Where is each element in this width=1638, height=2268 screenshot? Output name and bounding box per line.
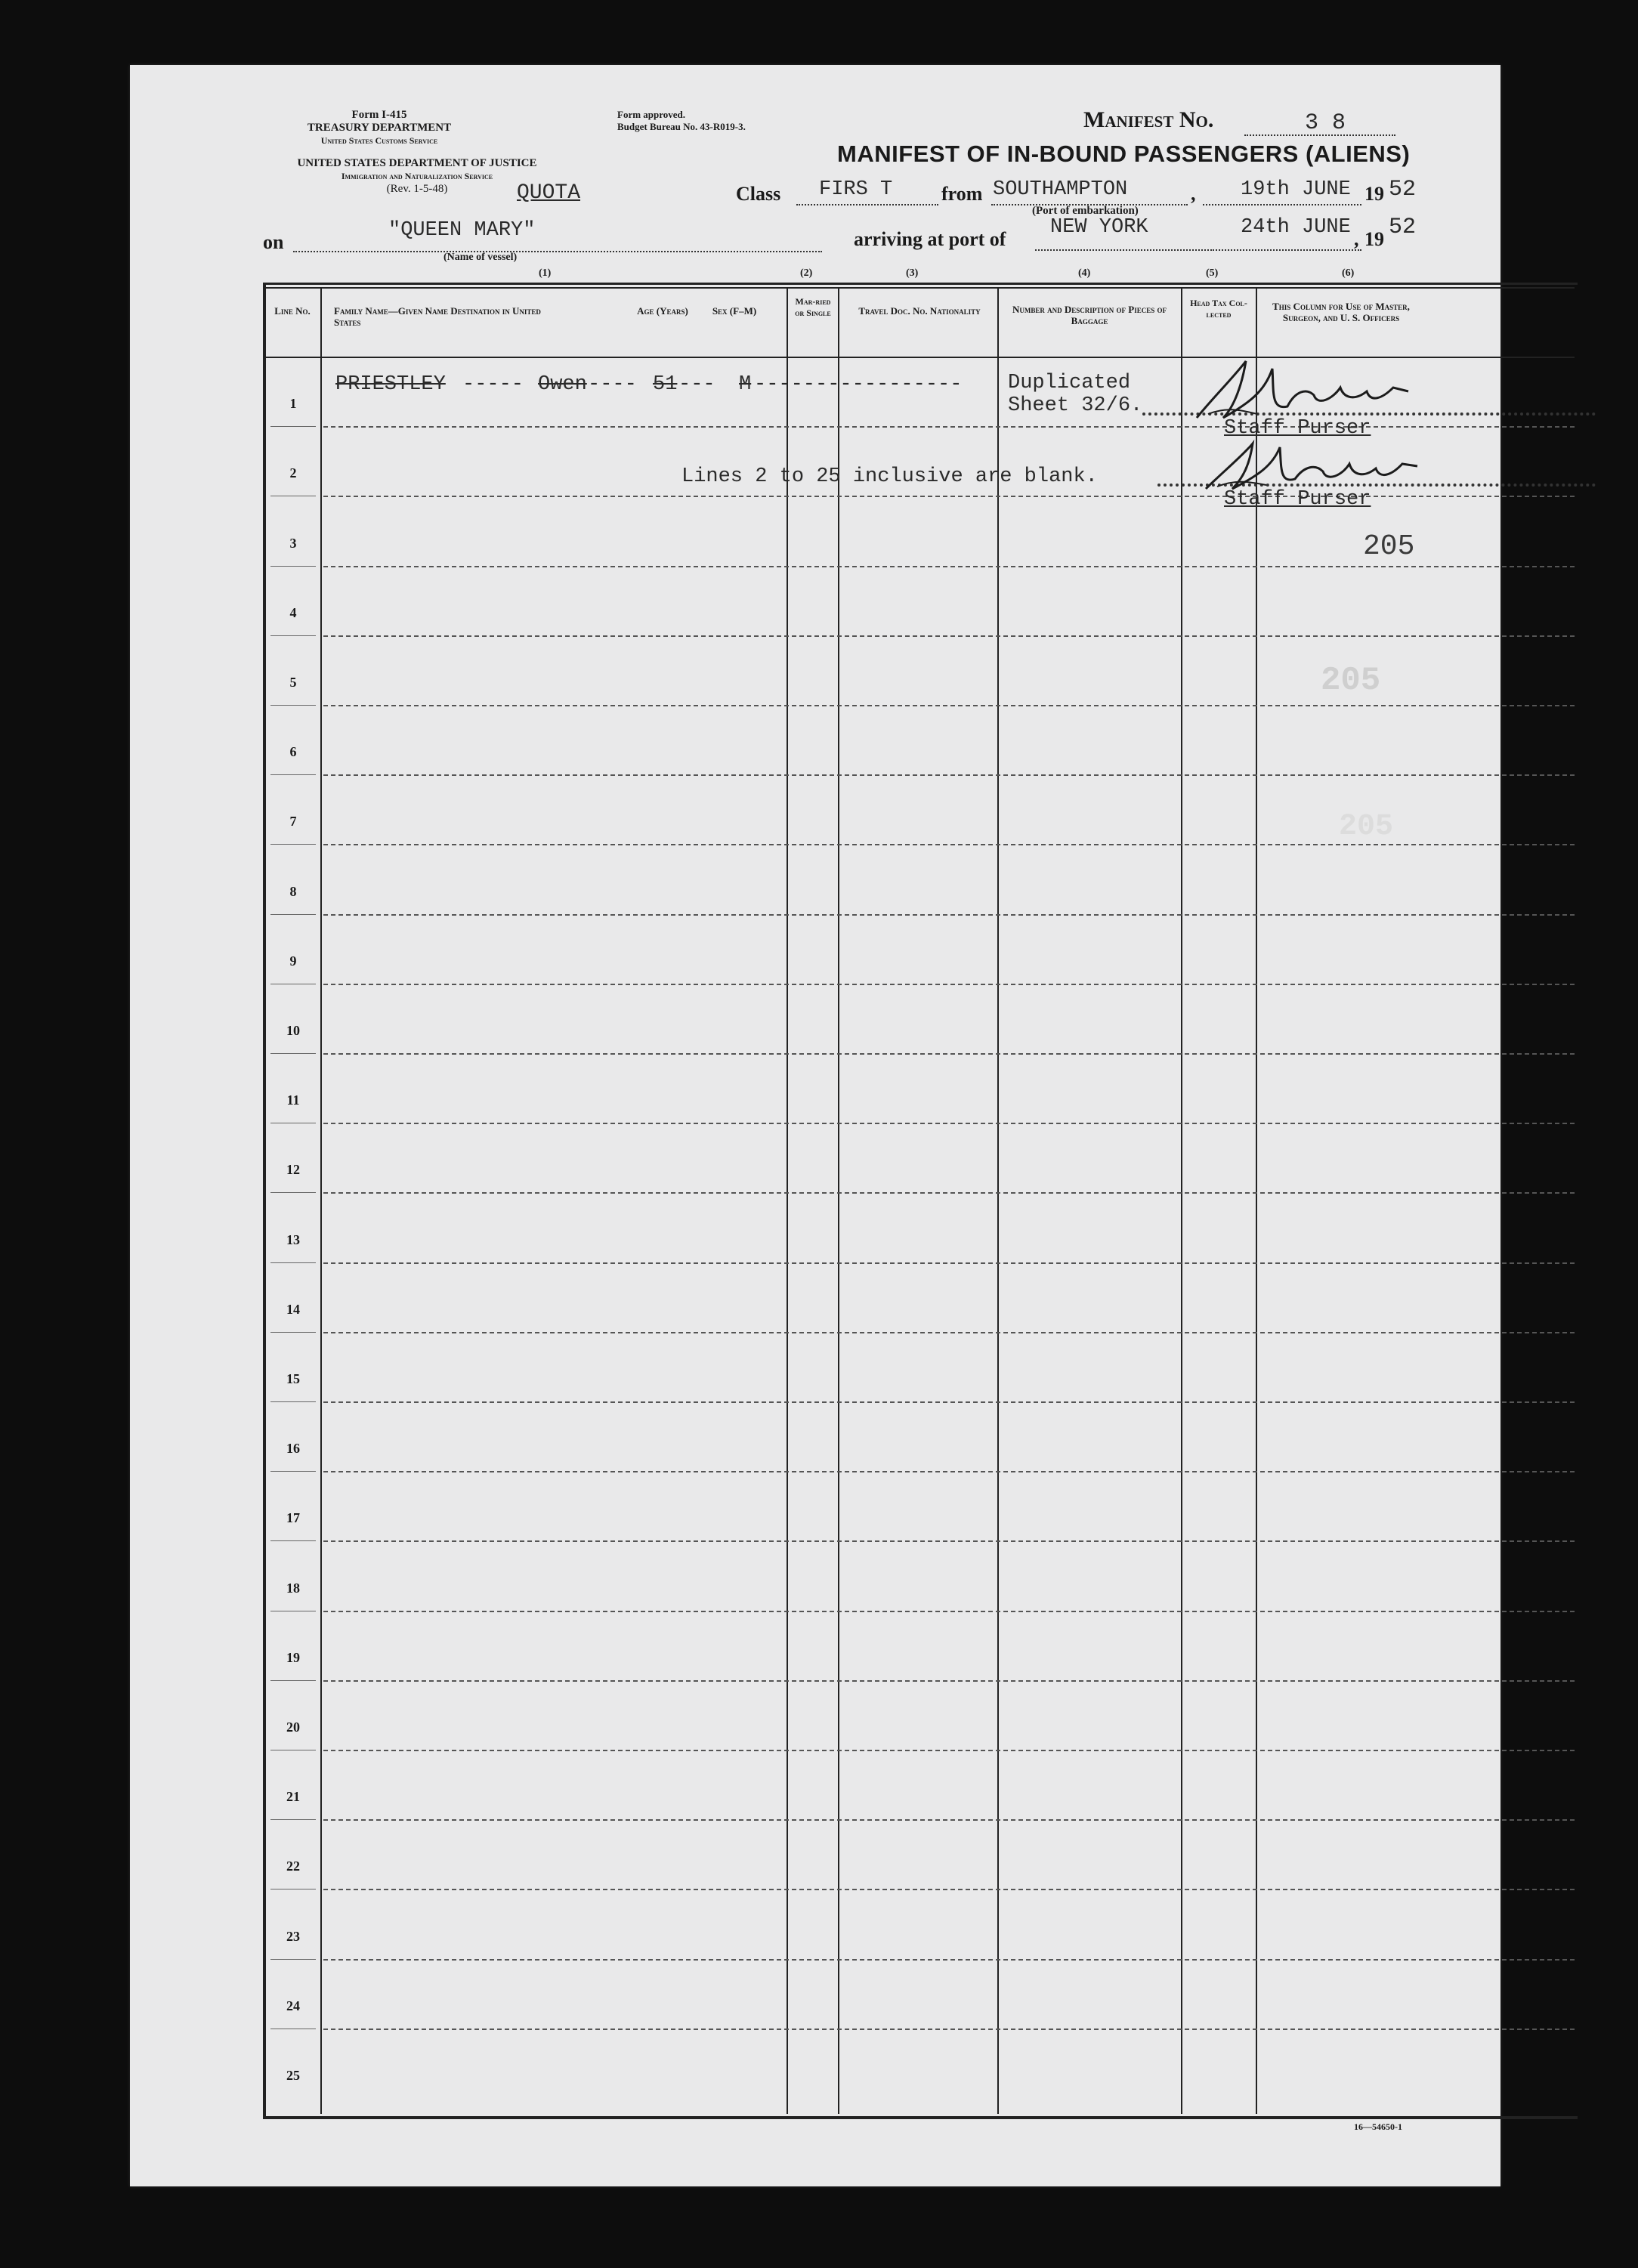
- row-line: [323, 1889, 1575, 1890]
- row1-age: 51: [653, 373, 678, 396]
- line-no-rule: [270, 635, 316, 636]
- depart-date: 19th JUNE: [1241, 178, 1351, 201]
- depart-year-prefix: 19: [1364, 183, 1384, 205]
- line-number: 2: [289, 465, 297, 480]
- class-value: FIRS T: [819, 178, 893, 201]
- header-age: Age (Years): [637, 305, 688, 317]
- customs-service: United States Customs Service: [320, 135, 438, 146]
- form-number: Form I-415: [351, 109, 407, 121]
- line-number: 15: [286, 1371, 300, 1386]
- line-number: 22: [286, 1859, 300, 1874]
- row1-dashes-4: -----------------: [754, 373, 963, 396]
- header-sex: Sex (F–M): [712, 305, 757, 317]
- line-number: 24: [286, 1998, 300, 2013]
- line-number: 17: [286, 1510, 300, 1525]
- row-line: [323, 774, 1575, 776]
- revision: (Rev. 1-5-48): [386, 183, 448, 195]
- depart-date-line: [1203, 204, 1361, 205]
- row-line: [323, 705, 1575, 706]
- page-title: MANIFEST OF IN-BOUND PASSENGERS (ALIENS): [837, 141, 1411, 167]
- col-num-5: (5): [1206, 267, 1219, 279]
- col-divider: [320, 287, 322, 2114]
- form-approved: Form approved.: [617, 109, 686, 120]
- col-num-4: (4): [1078, 267, 1091, 279]
- row-line: [323, 1053, 1575, 1055]
- header-married: Mar-ried or Single: [795, 296, 831, 318]
- arrival-year: 52: [1389, 215, 1417, 240]
- embark-caption: (Port of embarkation): [1032, 205, 1139, 217]
- line-number: 14: [286, 1302, 300, 1317]
- line-no-rule: [270, 774, 316, 775]
- row-line: [323, 1680, 1575, 1682]
- row2-staff-purser: Staff Purser: [1224, 488, 1371, 511]
- stamp-number-faded-1: 205: [1321, 662, 1381, 700]
- row1-given-name: Owen: [538, 373, 587, 396]
- col-divider: [787, 287, 788, 2114]
- line-number: 16: [286, 1441, 300, 1456]
- row-line: [323, 1750, 1575, 1751]
- col-divider: [1181, 287, 1182, 2114]
- row-line: [323, 1819, 1575, 1821]
- row-line: [323, 566, 1575, 567]
- line-no-rule: [270, 1053, 316, 1054]
- line-no-rule: [270, 426, 316, 427]
- form-info: [251, 109, 508, 147]
- line-no-rule: [270, 705, 316, 706]
- col-divider: [1256, 287, 1257, 2114]
- col-divider: [838, 287, 839, 2114]
- row-line: [323, 844, 1575, 845]
- header-officers: This Column for Use of Master, Surgeon, and U. S. Officers: [1272, 301, 1410, 323]
- approval-note: [617, 109, 746, 133]
- line-number: 8: [289, 884, 297, 899]
- line-no-rule: [270, 1192, 316, 1193]
- row1-dashes-3: ---: [678, 373, 715, 396]
- line-number: 18: [286, 1580, 300, 1596]
- arrival-comma: ,: [1354, 228, 1359, 250]
- col-num-2: (2): [800, 267, 813, 279]
- line-number: 11: [286, 1092, 300, 1108]
- col-num-1: (1): [539, 267, 552, 279]
- row-line: [323, 1123, 1575, 1124]
- arrival-date: 24th JUNE: [1241, 216, 1351, 239]
- line-number: 12: [286, 1162, 300, 1177]
- justice-dept: UNITED STATES DEPARTMENT OF JUSTICE: [297, 157, 537, 169]
- manifest-no-value: 3 8: [1305, 110, 1346, 136]
- line-number: 3: [289, 536, 297, 551]
- row-line: [323, 1192, 1575, 1194]
- row1-family-name: PRIESTLEY: [335, 373, 446, 396]
- line-no-rule: [270, 1262, 316, 1263]
- vessel-name: "QUEEN MARY": [388, 219, 536, 242]
- header-travel: Travel Doc. No. Nationality: [858, 305, 981, 317]
- row1-baggage-line2: Sheet 32/6.: [1008, 394, 1143, 417]
- line-no-rule: [270, 1332, 316, 1333]
- line-number: 25: [286, 2068, 300, 2083]
- class-label: Class: [736, 183, 781, 205]
- col-num-3: (3): [906, 267, 919, 279]
- line-no-rule: [270, 914, 316, 915]
- row1-dashes: -----: [462, 373, 524, 396]
- vessel-caption: (Name of vessel): [443, 252, 518, 263]
- line-no-rule: [270, 844, 316, 845]
- line-number: 4: [289, 605, 297, 620]
- col-divider: [997, 287, 999, 2114]
- row-line: [323, 635, 1575, 637]
- row-line: [323, 1262, 1575, 1264]
- row-line: [323, 1959, 1575, 1961]
- row1-dashes-2: ----: [588, 373, 637, 396]
- row-line: [323, 984, 1575, 985]
- header-baggage: Number and Description of Pieces of Baggage: [1012, 304, 1167, 326]
- treasury-dept: TREASURY DEPARTMENT: [307, 122, 452, 134]
- header-head-tax: Head Tax Col-lected: [1190, 298, 1247, 320]
- row-line: [323, 1471, 1575, 1472]
- table-top-rule: [263, 287, 1575, 289]
- from-label: from: [941, 183, 983, 205]
- line-no-rule: [270, 1680, 316, 1681]
- line-no-rule: [270, 566, 316, 567]
- vessel-line: [293, 251, 822, 252]
- quota-value: QUOTA: [517, 181, 581, 205]
- depart-year: 52: [1389, 177, 1417, 202]
- row-line: [323, 1332, 1575, 1333]
- row1-staff-purser: Staff Purser: [1224, 417, 1371, 440]
- line-no-rule: [270, 1401, 316, 1402]
- arrival-date-line: [1210, 249, 1361, 251]
- stamp-number: 205: [1363, 530, 1415, 563]
- arriving-label: arriving at port of: [854, 228, 1006, 250]
- ins-service: Immigration and Naturalization Service: [341, 171, 493, 181]
- line-number: 6: [289, 744, 297, 759]
- row1-baggage-line1: Duplicated: [1008, 372, 1131, 394]
- line-number: 7: [289, 814, 297, 829]
- arrival-port: NEW YORK: [1050, 216, 1148, 239]
- line-number: 10: [286, 1023, 300, 1038]
- line-no-rule: [270, 1819, 316, 1820]
- line-number: 19: [286, 1650, 300, 1665]
- line-number: 9: [289, 953, 297, 969]
- row-line: [323, 1540, 1575, 1542]
- col-num-6: (6): [1342, 267, 1355, 279]
- header-name: Family Name—Given Name Destination in United States: [334, 305, 541, 328]
- budget-bureau: Budget Bureau No. 43-R019-3.: [617, 121, 746, 132]
- row-line: [323, 1611, 1575, 1612]
- on-label: on: [263, 231, 284, 253]
- line-number: 5: [289, 675, 297, 690]
- arrival-year-prefix: 19: [1364, 228, 1384, 250]
- line-number: 20: [286, 1720, 300, 1735]
- arrival-port-line: [1035, 249, 1209, 251]
- row-line: [323, 1401, 1575, 1403]
- manifest-sheet: [130, 65, 1500, 2186]
- stamp-number-faded-2: 205: [1339, 810, 1394, 844]
- header-line-no: Line No.: [274, 305, 311, 317]
- line-no-rule: [270, 1540, 316, 1541]
- manifest-no-label: Manifest No.: [1083, 107, 1214, 132]
- row1-sex: M: [739, 373, 752, 396]
- row2-blank-note: Lines 2 to 25 inclusive are blank.: [681, 465, 1098, 488]
- line-number: 23: [286, 1929, 300, 1944]
- row-line: [323, 914, 1575, 916]
- line-no-rule: [270, 1959, 316, 1960]
- line-number: 13: [286, 1232, 300, 1247]
- line-number: 1: [289, 396, 297, 411]
- footer-code: 16—54650-1: [1354, 2121, 1402, 2132]
- from-value: SOUTHAMPTON: [993, 178, 1128, 201]
- line-no-rule: [270, 1471, 316, 1472]
- comma-1: ,: [1191, 183, 1196, 205]
- class-line: [796, 204, 938, 205]
- row-line: [323, 2029, 1575, 2030]
- line-number: 21: [286, 1789, 300, 1804]
